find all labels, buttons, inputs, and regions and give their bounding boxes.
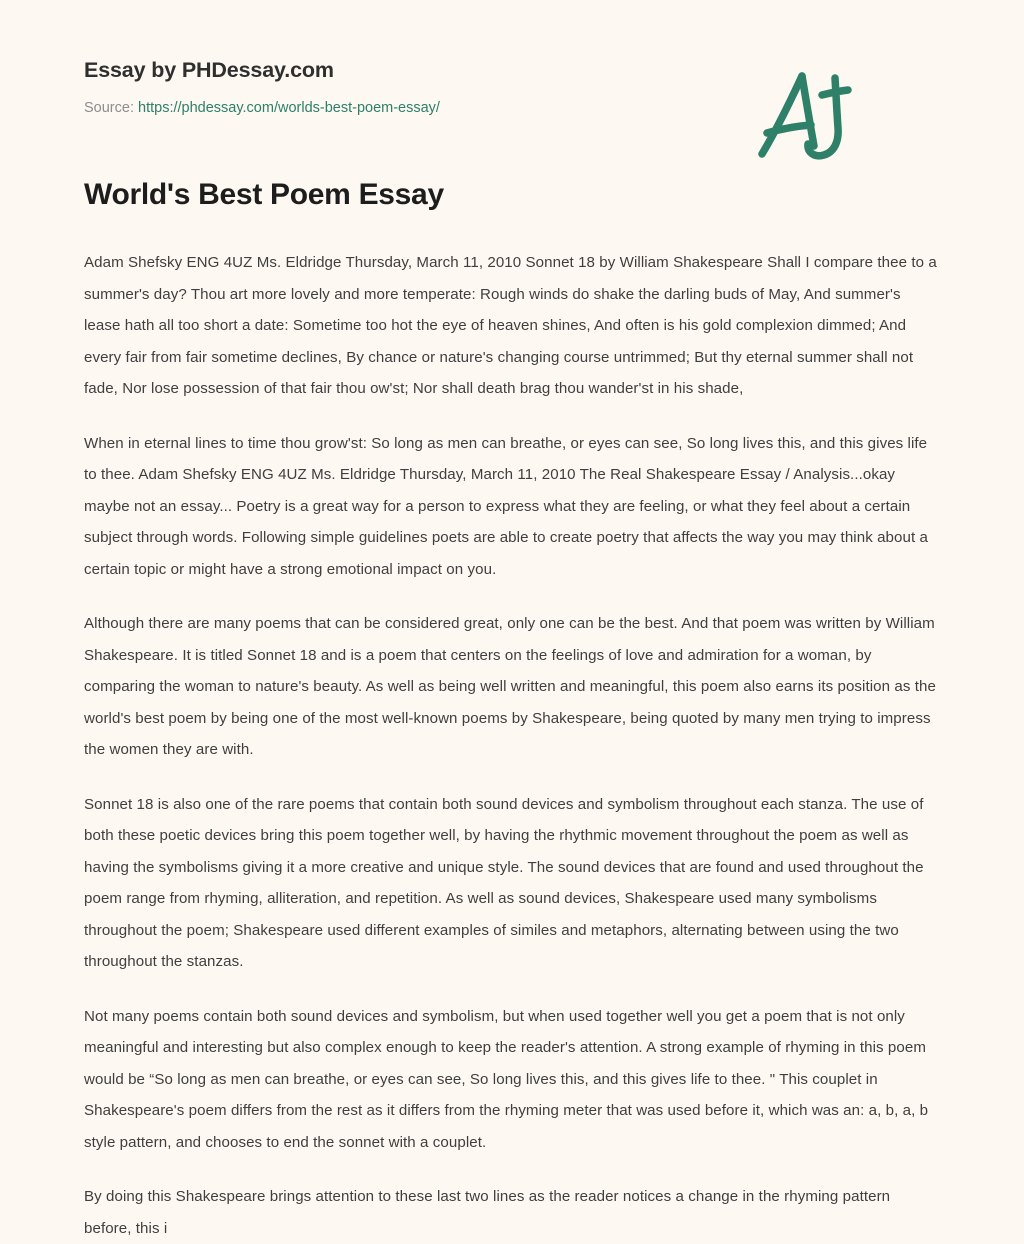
essay-paragraph: Adam Shefsky ENG 4UZ Ms. Eldridge Thursday, March 11, 2010 Sonnet 18 by William Shakespeare Shall I compare thee to a summer's day? Thou art more lovely and more temperate: Rough winds do shake the darling buds of May, And summer's lease hath all too short a date: Sometime too hot the eye of heaven shines, And often is his gold complexion dimmed; And every fair from fair sometime declines, By chance or nature's changing course untrimmed; But thy eternal summer shall not fade, Nor lose possession of that fair thou ow'st; Nor shall death brag thou wander'st in his shade, [84, 254, 937, 398]
source-url-link[interactable]: https://phdessay.com/worlds-best-poem-essay/ [138, 99, 440, 116]
brand-title: Essay by PHDessay.com [84, 58, 334, 82]
page-header [84, 0, 940, 118]
essay-paragraph: Sonnet 18 is also one of the rare poems that contain both sound devices and symbolism throughout each stanza. The use of both these poetic devices bring this poem together well, by having the rhythmic movement throughout the poem as well as having the symbolisms giving it a more creative and unique style. The sound devices that are found and used throughout the poem range from rhyming, alliteration, and repetition. As well as sound devices, Shakespeare used many symbolisms throughout the poem; Shakespeare used different examples of similes and metaphors, alternating between using the two throughout the stanzas. [84, 795, 924, 971]
essay-paragraph: By doing this Shakespeare brings attention to these last two lines as the reader notices a change in the rhyming pattern before, this i [84, 1188, 891, 1237]
essay-paragraph: Not many poems contain both sound devices and symbolism, but when used together well you get a poem that is not only meaningful and interesting but also complex enough to keep the reader's attention. A strong example of rhyming in this poem would be “So long as men can breathe, or eyes can see, So long lives this, and this gives life to thee. " This couplet in Shakespeare's poem differs from the rest as it differs from the rhyming meter that was used before it, which was an: a, b, a, b style pattern, and chooses to end the sonnet with a couplet. [84, 1007, 929, 1151]
essay-paragraph: Although there are many poems that can be considered great, only one can be the best. And that poem was written by William Shakespeare. It is titled Sonnet 18 and is a poem that centers on the feelings of love and admiration for a woman, by comparing the woman to nature's beauty. As well as being well written and meaningful, this poem also earns its position as the world's best poem by being one of the most well-known poems by Shakespeare, being quoted by many men trying to impress the women they are with. [84, 615, 936, 759]
source-label: Source: [84, 99, 134, 116]
essay-body [84, 213, 940, 1244]
page-title: World's Best Poem Essay [84, 177, 444, 211]
a-plus-logo-icon [748, 62, 860, 164]
essay-paragraph: When in eternal lines to time thou grow'st: So long as men can breathe, or eyes can see, So long lives this, and this gives life to thee. Adam Shefsky ENG 4UZ Ms. Eldridge Thursday, March 11, 2010 The Real Shakespeare Essay / Analysis...okay maybe not an essay... Poetry is a great way for a person to express what they are feeling, or what they feel about a certain subject through words. Following simple guidelines poets are able to create poetry that affects the way you may think about a certain topic or might have a strong emotional impact on you. [84, 434, 928, 578]
